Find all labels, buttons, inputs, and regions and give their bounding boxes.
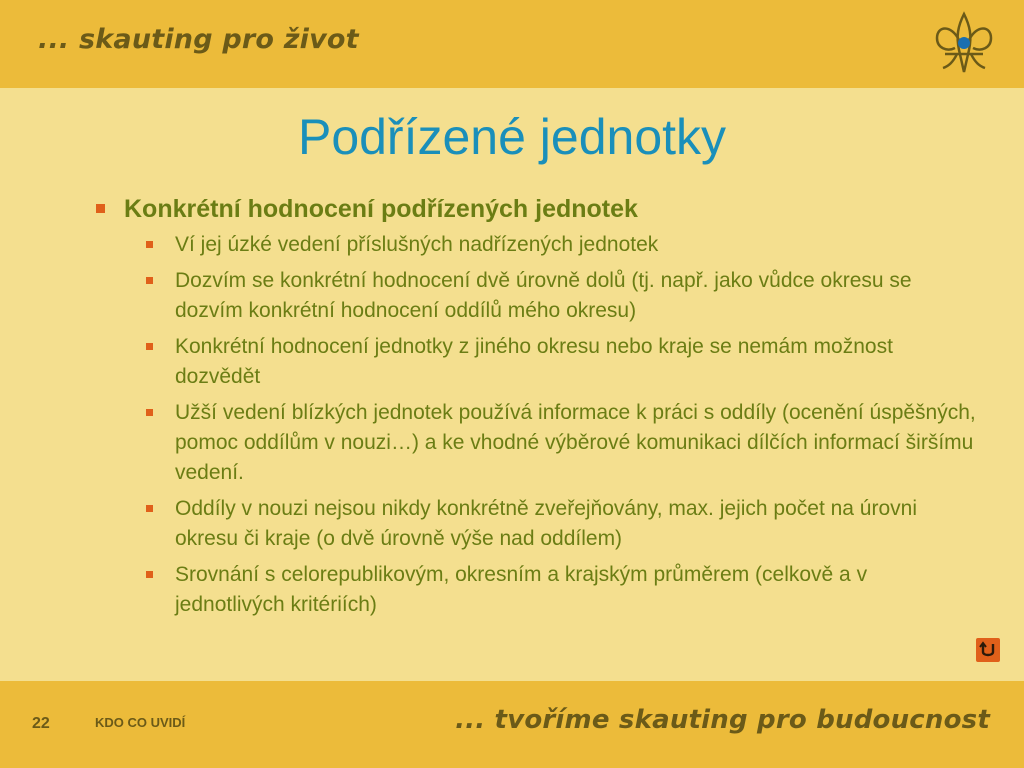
return-button[interactable]	[976, 638, 1000, 662]
bullet-square-icon	[146, 277, 153, 284]
sub-bullet-text: Dozvím se konkrétní hodnocení dvě úrovně dolů (tj. např. jako vůdce okresu se dozvím konkrétní hodnocení oddílů mého okresu)	[175, 269, 912, 322]
main-bullet	[96, 192, 976, 226]
sub-bullet-text: Ví jej úzké vedení příslušných nadřízených jednotek	[175, 233, 659, 256]
list-item	[96, 398, 976, 488]
list-item	[96, 230, 976, 260]
list-item	[96, 494, 976, 554]
bullet-square-icon	[146, 409, 153, 416]
sub-bullet-text: Srovnání s celorepublikovým, okresním a krajským průměrem (celkově a v jednotlivých kritériích)	[175, 563, 868, 616]
lily-icon	[931, 10, 997, 78]
bullet-square-icon	[96, 204, 105, 213]
slide-number: 22	[32, 715, 50, 732]
slide-title: Podřízené jednotky	[297, 109, 727, 165]
sub-bullet-text: Konkrétní hodnocení jednotky z jiného okresu nebo kraje se nemám možnost dozvědět	[175, 335, 893, 388]
sub-bullet-text: Oddíly v nouzi nejsou nikdy konkrétně zveřejňovány, max. jejich počet na úrovni okresu či kraje (o dvě úrovně výše nad oddílem)	[175, 497, 918, 550]
bullet-square-icon	[146, 241, 153, 248]
return-arrow-icon	[976, 638, 1000, 662]
sub-bullet-list	[96, 230, 976, 620]
main-bullet-text: Konkrétní hodnocení podřízených jednotek	[124, 195, 638, 223]
bullet-square-icon	[146, 505, 153, 512]
list-item	[96, 332, 976, 392]
footer-label: KDO CO UVIDÍ	[95, 715, 186, 730]
slide-content	[96, 192, 976, 626]
footer-tagline: ... tvoříme skauting pro budoucnost	[455, 705, 990, 735]
sub-bullet-text: Užší vedení blízkých jednotek používá informace k práci s oddíly (ocenění úspěšných, pomoc oddílům v nouzi…) a ke vhodné výběrové komunikaci dílčích informací širšímu vedení.	[175, 401, 976, 484]
header-tagline: ... skauting pro život	[38, 24, 359, 55]
list-item	[96, 266, 976, 326]
bullet-square-icon	[146, 571, 153, 578]
bullet-square-icon	[146, 343, 153, 350]
list-item	[96, 560, 976, 620]
